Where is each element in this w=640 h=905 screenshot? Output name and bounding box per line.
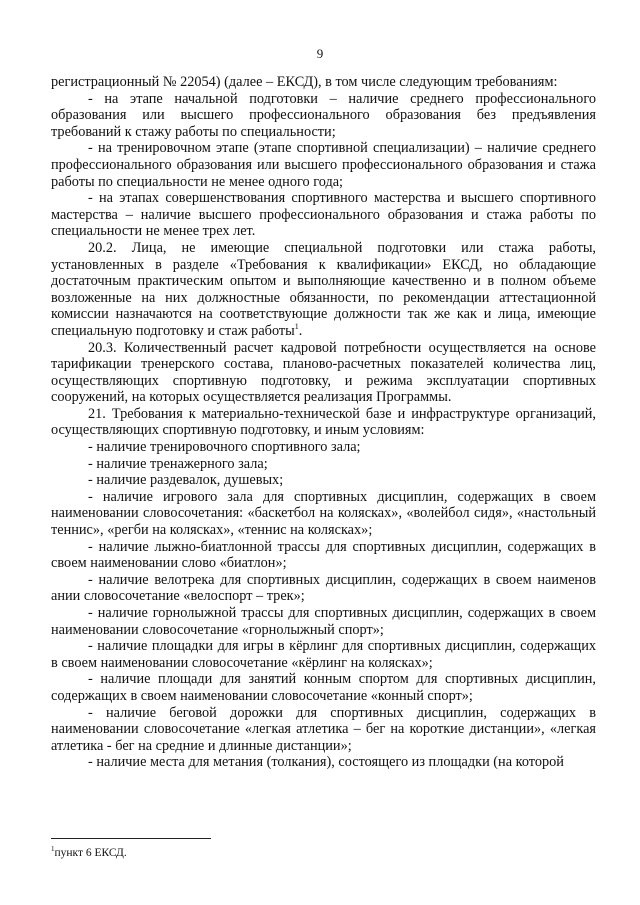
footnote-text: пункт 6 ЕКСД. <box>54 847 127 859</box>
list-item: - наличие лыжно-биатлонной трассы для спортивных дисциплин, содержащих в своем наименовании слово «биатлон»; <box>51 538 596 572</box>
paragraph: - на этапе начальной подготовки – наличие среднего профессионального образования или высшего профессионального образования без предъявления требований к стажу работы по специальности; <box>51 90 596 140</box>
list-item: - наличие тренажерного зала; <box>88 455 268 472</box>
list-item: - наличие беговой дорожки для спортивных дисциплин, содержащих в наименовании словосочетание «легкая атлетика – бег на короткие дистанции», «легкая атлетика - бег на средние и длинные дистанции»; <box>51 704 596 754</box>
footnote-reference: 1 <box>294 322 299 332</box>
document-body <box>51 74 596 771</box>
footnote <box>51 846 127 860</box>
list-item: - наличие велотрека для спортивных дисциплин, содержащих в своем наименов ании словосочетание «велоспорт – трек»; <box>51 571 596 605</box>
page-number: 9 <box>316 46 324 61</box>
list-item: - наличие горнолыжной трассы для спортивных дисциплин, содержащих в своем наименовании словосочетание «горнолыжный спорт»; <box>51 605 596 638</box>
paragraph-text: 20.2. Лица, не имеющие специальной подготовки или стажа работы, установленных в разделе «Требования к квалификации» ЕКСД, но обладающие достаточным практическим опытом и выполняющие качественно и в полном объеме возложенные на них должностные обязанности, по рекомендации аттестационной комиссии назначаются на соответствующие должности так же как и лица, имеющие специальную подготовку и стаж работы <box>51 239 596 339</box>
paragraph: 20.3. Количественный расчет кадровой потребности осуществляется на основе тарификации тренерского состава, планово-расчетных показателей количества лиц, осуществляющих спортивную подготовку, и режима эксплуатации спортивных сооружений, на которых осуществляется реализация Программы. <box>51 339 596 406</box>
list-item: - наличие игрового зала для спортивных дисциплин, содержащих в своем наименовании словосочетания: «баскетбол на колясках», «волейбол сидя», «настольный теннис», «регби на колясках», «теннис на колясках»; <box>51 488 596 539</box>
list-item: - наличие площадки для игры в кёрлинг для спортивных дисциплин, содержащих в своем наименовании словосочетание «кёрлинг на колясках»; <box>51 638 596 671</box>
paragraph: 21. Требования к материально-технической базе и инфраструктуре организаций, осуществляющих спортивную подготовку, и иным условиям: <box>51 405 596 439</box>
list-item: - наличие площади для занятий конным спортом для спортивных дисциплин, содержащих в своем наименовании словосочетание «конный спорт»; <box>51 671 596 704</box>
footnote-marker: 1 <box>51 845 55 854</box>
paragraph: регистрационный № 22054) (далее – ЕКСД), в том числе следующим требованиям: <box>51 74 558 90</box>
paragraph-with-footnote: 20.2. Лица, не имеющие специальной подготовки или стажа работы, установленных в разделе «Требования к квалификации» ЕКСД, но обладающие достаточным практическим опытом и выполняющие качественно и в полном объеме возложенные на них должностные обязанности, по рекомендации аттестационной комиссии назначаются на соответствующие должности так же как и лица, имеющие специальную подготовку и стаж работы$^1$. <box>51 239 596 339</box>
list-item: - наличие раздевалок, душевых; <box>88 472 284 489</box>
footnote-divider <box>51 838 211 839</box>
paragraph: - на этапах совершенствования спортивного мастерства и высшего спортивного мастерства – наличие высшего профессионального образования и стажа работы по специальности не менее трех лет. <box>51 190 596 240</box>
list-item: - наличие тренировочного спортивного зала; <box>88 439 361 456</box>
list-item: - наличие места для метания (толкания), состоящего из площадки (на которой <box>88 754 564 771</box>
paragraph: - на тренировочном этапе (этапе спортивной специализации) – наличие среднего профессионального образования или высшего профессионального образования и стажа работы по специальности не менее одного года; <box>51 140 596 190</box>
